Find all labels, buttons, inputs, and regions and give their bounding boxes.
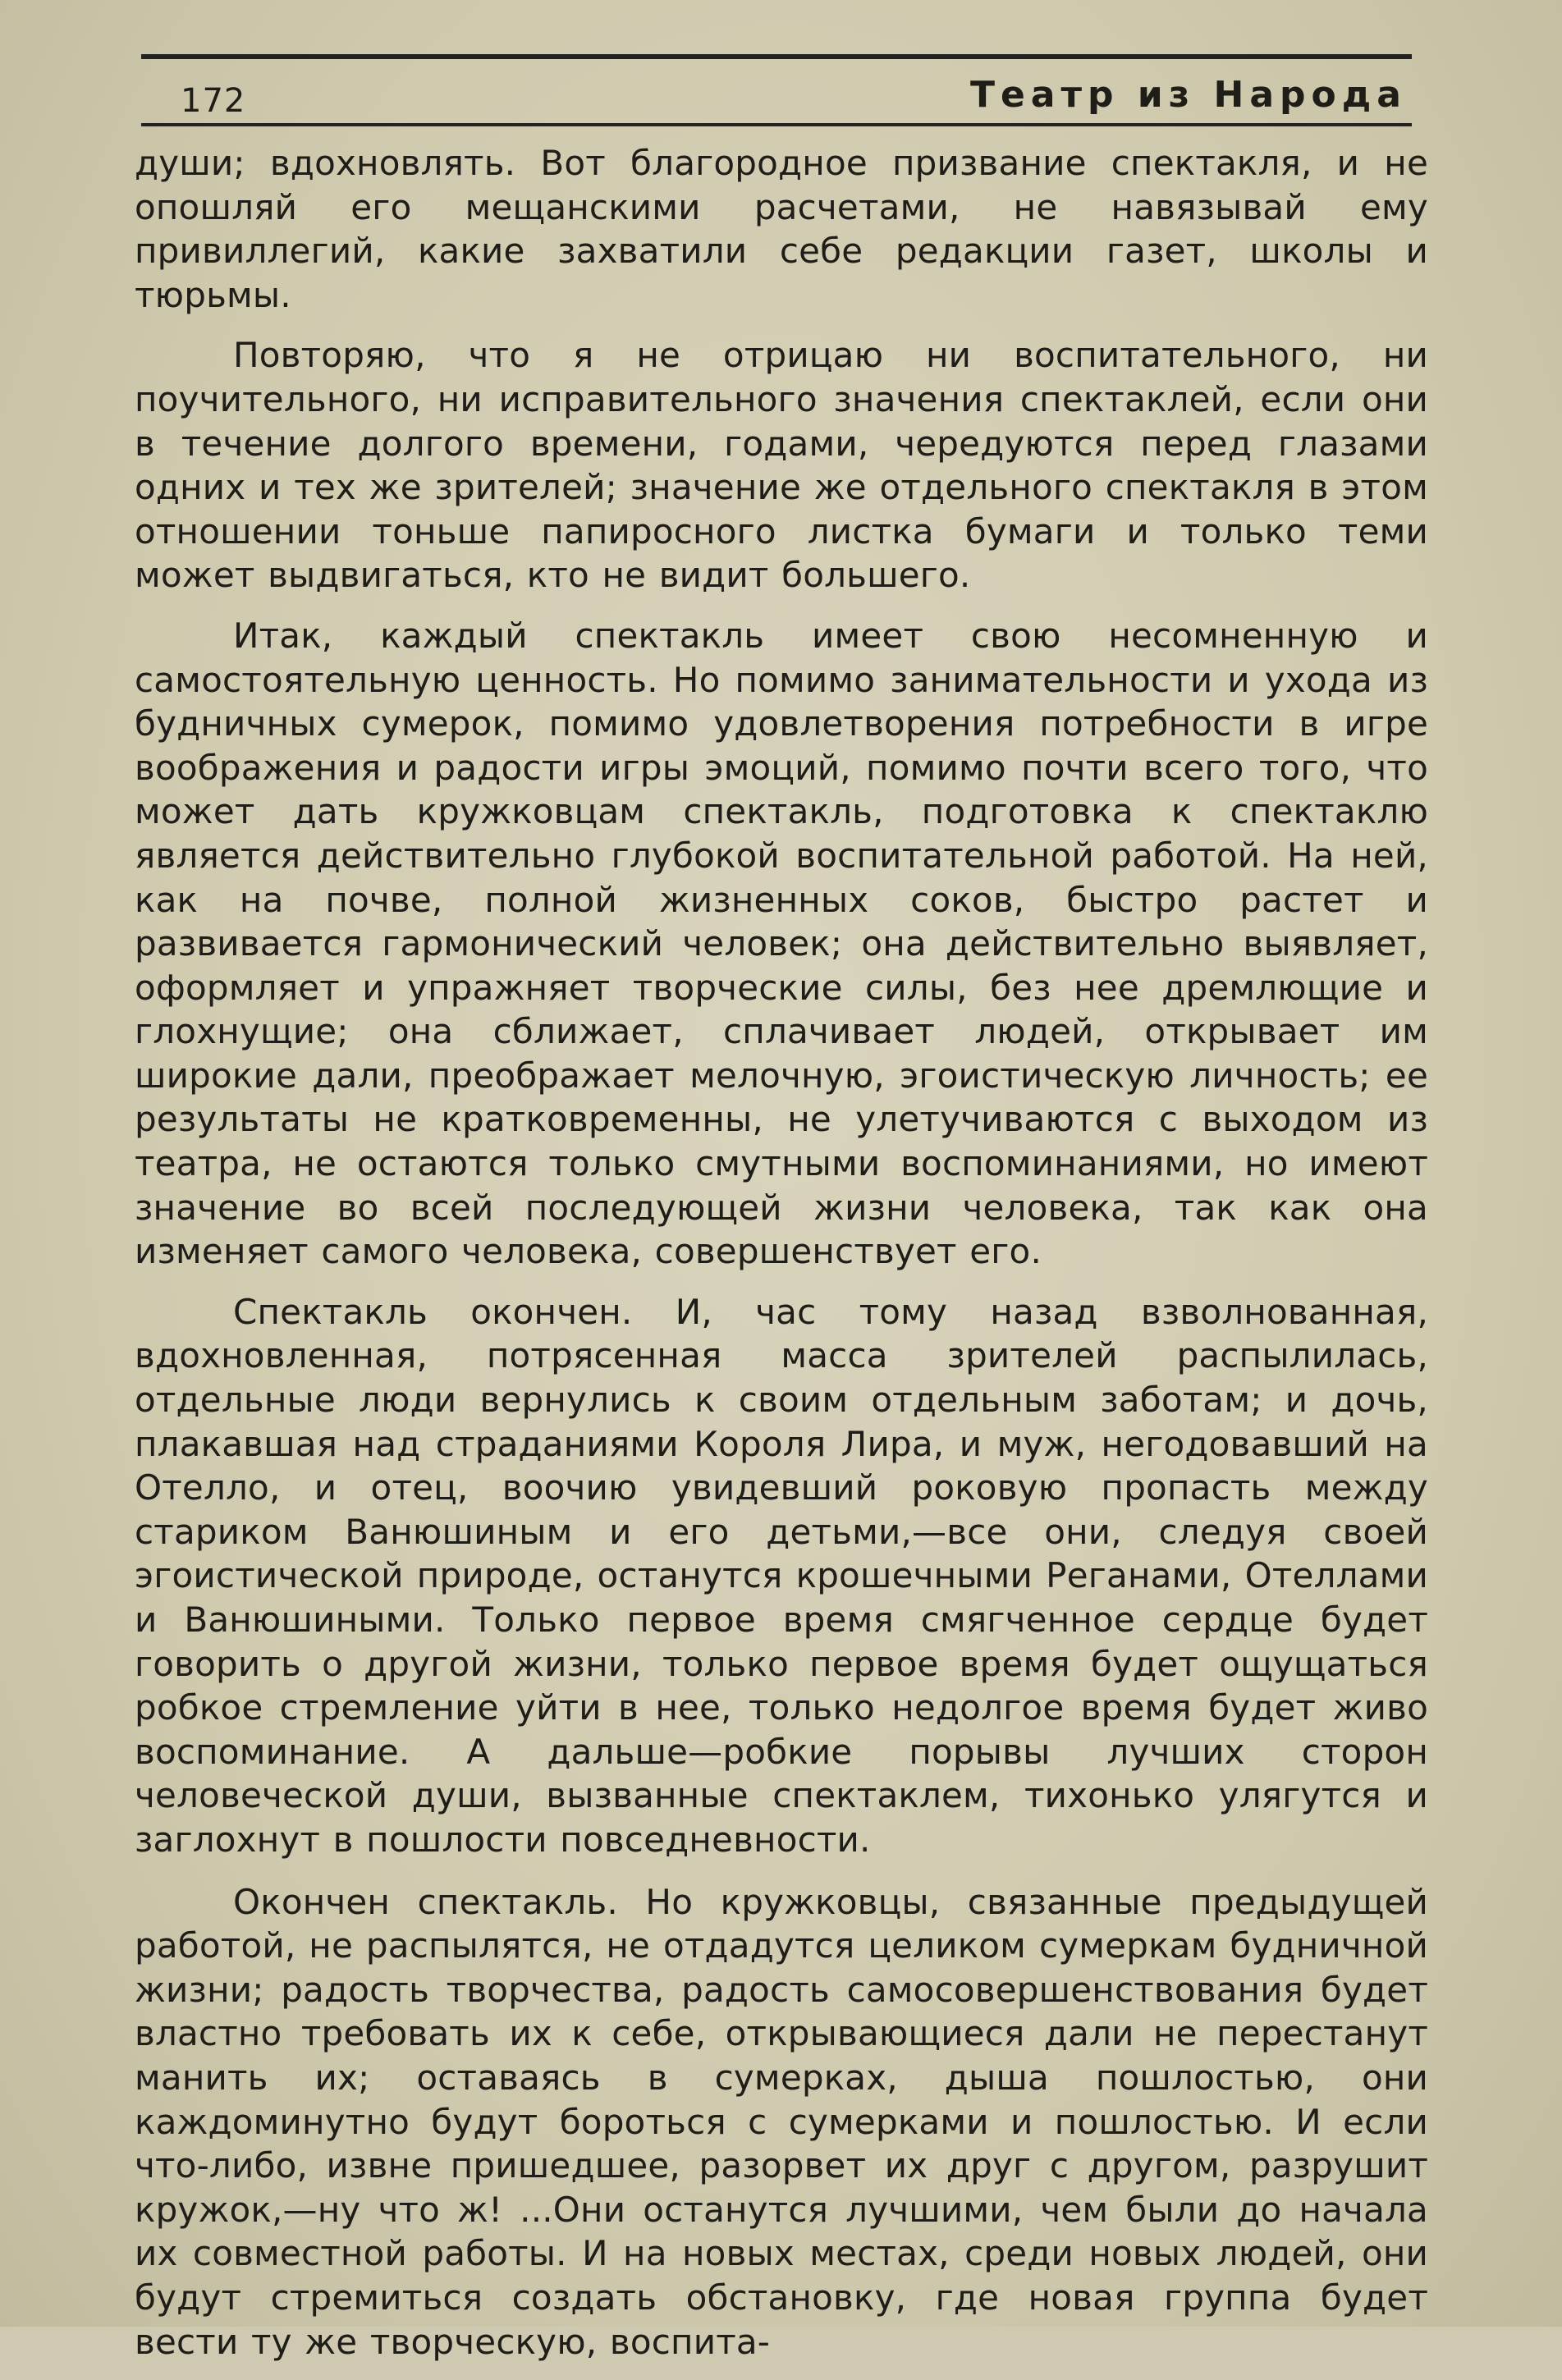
page-header — [141, 67, 1412, 121]
paragraph: Окончен спектакль. Но кружковцы, связанные предыдущей работой, не распылятся, не отдадутся целиком сумеркам будничной жизни; радость творчества, радость самосовершенствования будет властно требовать их к себе, открывающиеся дали не перестанут манить их; оставаясь в сумерках, дыша пошлостью, они каждоминутно будут бороться с сумерками и пошлостью. И если что-либо, извне пришедшее, разорвет их друг с другом, разрушит кружок,—ну что ж! ...Они останутся лучшими, чем были до начала их совместной работы. И на новых местах, среди новых людей, они будут стремиться создать обстановку, где новая группа будет вести ту же творческую, воспита- — [135, 1881, 1428, 2362]
body-text — [135, 141, 1428, 2380]
header-bottom-rule — [141, 123, 1412, 126]
paragraph: Итак, каждый спектакль имеет свою несомненную и самостоятельную ценность. Но помимо занимательности и ухода из будничных сумерок, помимо удовлетворения потребности в игре воображения и радости игры эмоций, помимо почти всего того, что может дать кружковцам спектакль, подготовка к спектаклю является действительно глубокой воспитательной работой. На ней, как на почве, полной жизненных соков, быстро растет и развивается гармонический человек; она действительно выявляет, оформляет и упражняет творческие силы, без нее дремлющие и глохнущие; она сближает, сплачивает людей, открывает им широкие дали, преображает мелочную, эгоистическую личность; ее результаты не кратковременны, не улетучиваются с выходом из театра, не остаются только смутными воспоминаниями, но имеют значение во всей последующей жизни человека, так как она изменяет самого человека, совершенствует его. — [135, 615, 1428, 1272]
paragraph: Повторяю, что я не отрицаю ни воспитательного, ни поучительного, ни исправительного значения спектаклей, если они в течение долгого времени, годами, чередуются перед глазами одних и тех же зрителей; значение же отдельного спектакля в этом отношении тоньше папиросного листка бумаги и только теми может выдвигаться, кто не видит большего. — [135, 335, 1428, 596]
header-top-rule — [141, 54, 1412, 59]
running-title: Театр из Народа — [969, 74, 1407, 116]
paragraph-continuation: души; вдохновлять. Вот благородное призвание спектакля, и не опошляй его мещанскими расчетами, не навязывай ему привиллегий, какие захватили себе редакции газет, школы и тюрьмы. — [135, 143, 1428, 315]
paragraph: Спектакль окончен. И, час тому назад взволнованная, вдохновленная, потрясенная масса зрителей распылилась, отдельные люди вернулись к своим отдельным заботам; и дочь, плакавшая над страданиями Короля Лира, и муж, негодовавший на Отелло, и отец, воочию увидевший роковую пропасть между стариком Ванюшиным и его детьми,—все они, следуя своей эгоистической природе, останутся крошечными Реганами, Отеллами и Ванюшиными. Только первое время смягченное сердце будет говорить о другой жизни, только первое время будет ощущаться робкое стремление уйти в нее, только недолгое время будет живо воспоминание. А дальше—робкие порывы лучших сторон человеческой души, вызванные спектаклем, тихонько улягутся и заглохнут в пошлости повседневности. — [135, 1291, 1428, 1860]
page-number: 172 — [181, 82, 246, 120]
